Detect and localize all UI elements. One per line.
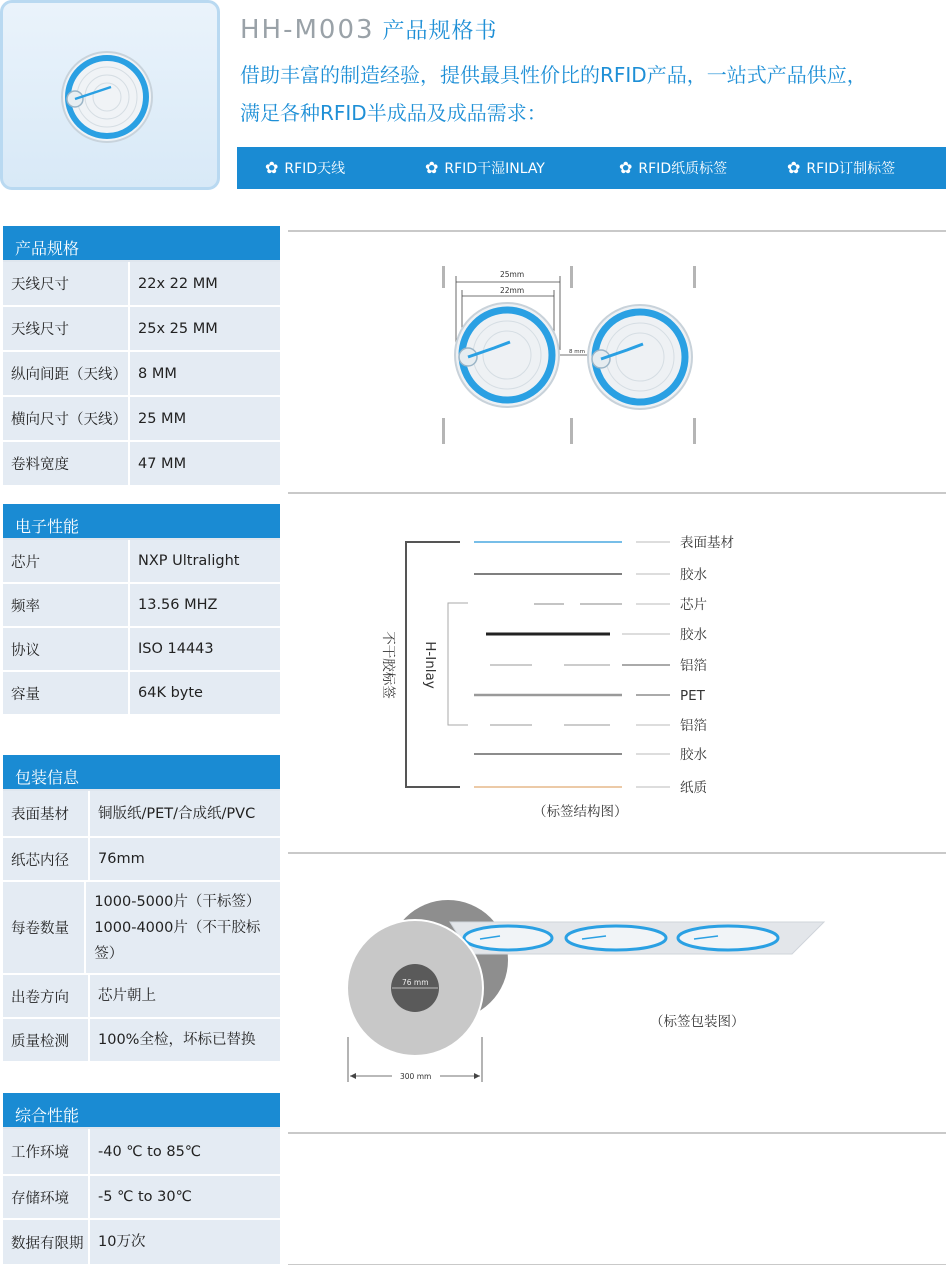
section-title: 电子性能 <box>3 504 280 538</box>
page-title <box>240 14 498 45</box>
table-row: 天线尺寸 25x 25 MM <box>3 307 280 352</box>
section-title: 综合性能 <box>3 1093 280 1127</box>
flower-bullet-icon: ✿ <box>619 158 633 177</box>
divider <box>288 492 946 494</box>
electrical-section <box>3 504 280 716</box>
layer-label: 胶水 <box>680 627 707 643</box>
table-row: 卷料宽度 47 MM <box>3 442 280 487</box>
table-row: 表面基材 铜版纸/PET/合成纸/PVC <box>3 791 280 838</box>
package-caption: （标签包装图） <box>650 1014 745 1030</box>
flower-bullet-icon: ✿ <box>265 158 279 177</box>
table-row: 质量检测 100%全检，坏标已替换 <box>3 1019 280 1063</box>
layer-label: PET <box>680 688 705 704</box>
divider <box>288 852 946 854</box>
category-custom-label: ✿ RFID订制标签 <box>787 158 896 177</box>
category-inlay: ✿ RFID干湿INLAY <box>425 158 545 177</box>
inner-width-label: 22mm <box>500 286 525 295</box>
rfid-tag-icon <box>464 926 552 950</box>
table-row: 纵向间距（天线） 8 MM <box>3 352 280 397</box>
intro-line-1: 借助丰富的制造经验，提供最具性价比的RFID产品，一站式产品供应， <box>240 63 867 87</box>
layer-label: 表面基材 <box>680 535 734 551</box>
outer-width-label: 25mm <box>500 270 525 279</box>
core-diameter-label: 76 mm <box>402 978 429 987</box>
table-row: 每卷数量 1000-5000片（干标签） 1000-4000片（不干胶标签） <box>3 882 280 975</box>
model-number: HH-M003 <box>240 15 375 45</box>
inner-group-label: H-Inlay <box>422 641 438 689</box>
table-row: 存储环境 -5 ℃ to 30℃ <box>3 1176 280 1220</box>
table-row: 数据有限期 10万次 <box>3 1220 280 1266</box>
outer-group-label: 不干胶标签 <box>380 631 396 699</box>
section-title: 产品规格 <box>3 226 280 260</box>
table-row: 协议 ISO 14443 <box>3 628 280 672</box>
rfid-tag-illustration <box>3 3 217 187</box>
layer-label: 铝箔 <box>680 718 707 734</box>
doc-title: 产品规格书 <box>382 19 498 44</box>
dimension-diagram <box>430 260 720 450</box>
intro-text <box>240 56 946 132</box>
rfid-tag-icon <box>455 303 559 407</box>
flower-bullet-icon: ✿ <box>787 158 801 177</box>
rfid-tag-icon <box>588 305 692 409</box>
table-row: 芯片 NXP Ultralight <box>3 540 280 584</box>
layer-label: 胶水 <box>680 747 707 763</box>
packaging-section <box>3 755 280 1063</box>
table-row: 工作环境 -40 ℃ to 85℃ <box>3 1129 280 1176</box>
table-row: 频率 13.56 MHZ <box>3 584 280 628</box>
table-row: 横向尺寸（天线） 25 MM <box>3 397 280 442</box>
category-bar <box>237 147 946 189</box>
table-row: 出卷方向 芯片朝上 <box>3 975 280 1019</box>
divider <box>288 1264 946 1265</box>
divider <box>288 230 946 232</box>
layer-label: 纸质 <box>680 780 707 796</box>
layer-label: 铝箔 <box>680 658 707 674</box>
intro-line-2: 满足各种RFID半成品及成品需求： <box>240 101 547 125</box>
structure-caption: （标签结构图） <box>533 804 628 820</box>
layer-label: 芯片 <box>680 597 707 613</box>
structure-diagram <box>360 525 780 825</box>
rfid-tag-icon <box>678 926 778 950</box>
section-title: 包装信息 <box>3 755 280 789</box>
category-antenna: ✿ RFID天线 <box>265 158 346 177</box>
product-image <box>0 0 220 190</box>
category-paper-label: ✿ RFID纸质标签 <box>619 158 728 177</box>
gap-label: 8 mm <box>569 349 585 355</box>
divider <box>288 1132 946 1134</box>
rfid-tag-icon <box>566 926 666 950</box>
general-section <box>3 1093 280 1266</box>
table-row: 容量 64K byte <box>3 672 280 716</box>
spec-section <box>3 226 280 487</box>
table-row: 纸芯内径 76mm <box>3 838 280 882</box>
flower-bullet-icon: ✿ <box>425 158 439 177</box>
table-row: 天线尺寸 22x 22 MM <box>3 262 280 307</box>
layer-label: 胶水 <box>680 567 707 583</box>
package-diagram <box>340 892 830 1092</box>
roll-diameter-label: 300 mm <box>400 1072 432 1081</box>
